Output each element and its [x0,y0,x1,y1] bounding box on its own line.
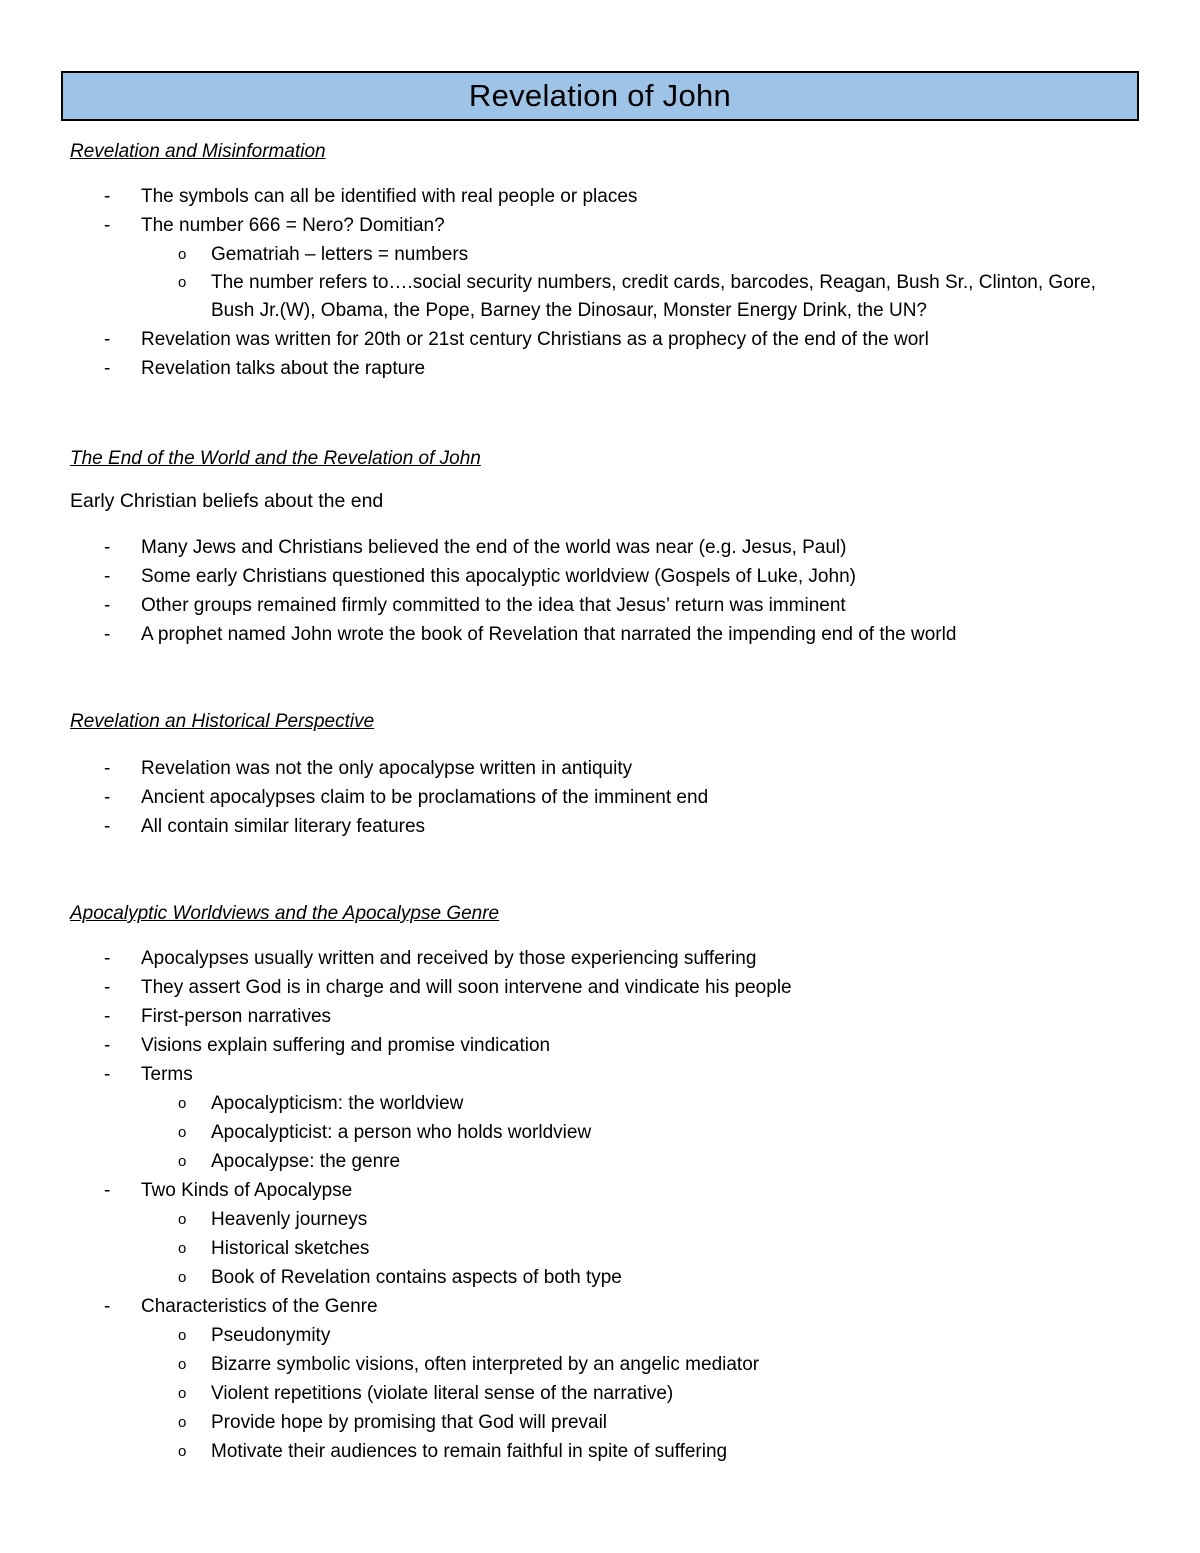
sub-list-item [0,240,1200,269]
dash-bullet-icon: - [104,948,111,969]
section-heading: Apocalyptic Worldviews and the Apocalypse Genre [70,903,500,924]
circle-bullet-icon: o [178,246,187,263]
circle-bullet-icon: o [178,1240,187,1257]
sub-list-item [0,1234,1200,1263]
page-title: Revelation of John [468,78,732,113]
dash-bullet-icon: - [104,537,111,558]
list-item-text: Motivate their audiences to remain faithful in spite of suffering [211,1441,728,1462]
list-item-text: Revelation talks about the rapture [141,358,426,379]
list-item [0,325,1200,354]
sub-list-item [0,1350,1200,1379]
section-list [0,754,1200,841]
list-item [0,620,1200,649]
circle-bullet-icon: o [178,1385,187,1402]
list-item-text: Bizarre symbolic visions, often interpreted by an angelic mediator [211,1354,760,1375]
list-item-text: Other groups remained firmly committed to the idea that Jesus’ return was imminent [141,595,846,616]
list-item-text: Gematriah – letters = numbers [211,244,469,265]
list-item [0,1002,1200,1031]
sub-list-item [0,1437,1200,1466]
list-item-text: They assert God is in charge and will soon intervene and vindicate his people [141,977,792,998]
list-item [0,182,1200,211]
dash-bullet-icon: - [104,977,111,998]
dash-bullet-icon: - [104,358,111,379]
list-item [0,591,1200,620]
list-item-text: Some early Christians questioned this apocalyptic worldview (Gospels of Luke, John) [141,566,856,587]
list-item-text: Apocalypse: the genre [211,1151,401,1172]
list-item-text: Provide hope by promising that God will prevail [211,1412,608,1433]
dash-bullet-icon: - [104,566,111,587]
list-item-text: Characteristics of the Genre [141,1296,378,1317]
list-item-text: Ancient apocalypses claim to be proclamations of the imminent end [141,787,709,808]
dash-bullet-icon: - [104,1035,111,1056]
section-intro: Early Christian beliefs about the end [70,490,384,512]
list-item-text: A prophet named John wrote the book of Revelation that narrated the impending end of the world [141,624,957,645]
list-item-text: Revelation was written for 20th or 21st century Christians as a prophecy of the end of the worl [141,329,929,350]
section-heading: Revelation and Misinformation [70,141,326,162]
circle-bullet-icon: o [178,1356,187,1373]
list-item [0,1176,1200,1205]
dash-bullet-icon: - [104,1180,111,1201]
list-item-text: The number refers to….social security numbers, credit cards, barcodes, Reagan, Bush Sr., Clinton, Gore, Bush Jr.(W), Obama, the Pope, Barney the Dinosaur, Monster Energy Drink, the UN? [211,272,1096,321]
dash-bullet-icon: - [104,595,111,616]
dash-bullet-icon: - [104,624,111,645]
circle-bullet-icon: o [178,1327,187,1344]
list-item [0,783,1200,812]
section-list [0,533,1200,649]
circle-bullet-icon: o [178,1211,187,1228]
section-heading: The End of the World and the Revelation of John [70,448,481,469]
list-item [0,1031,1200,1060]
list-item-text: The symbols can all be identified with real people or places [141,186,638,207]
section-list [0,182,1200,383]
list-item-text: Book of Revelation contains aspects of both type [211,1267,622,1288]
list-item [0,812,1200,841]
dash-bullet-icon: - [104,816,111,837]
list-item-text: Apocalypticist: a person who holds worldview [211,1122,592,1143]
list-item [0,533,1200,562]
sub-list-item [0,1147,1200,1176]
dash-bullet-icon: - [104,1296,111,1317]
sub-list-item [0,1118,1200,1147]
circle-bullet-icon: o [178,1414,187,1431]
circle-bullet-icon: o [178,274,187,291]
list-item-text: Heavenly journeys [211,1209,368,1230]
list-item-text: Violent repetitions (violate literal sense of the narrative) [211,1383,674,1404]
list-item-text: Many Jews and Christians believed the end of the world was near (e.g. Jesus, Paul) [141,537,847,558]
sub-list-item [0,269,1200,325]
list-item [0,754,1200,783]
list-item-text: Apocalypticism: the worldview [211,1093,464,1114]
list-item-text: The number 666 = Nero? Domitian? [141,215,445,236]
dash-bullet-icon: - [104,1064,111,1085]
circle-bullet-icon: o [178,1443,187,1460]
dash-bullet-icon: - [104,186,111,207]
sub-list-item [0,1321,1200,1350]
list-item [0,973,1200,1002]
sub-list-item [0,1263,1200,1292]
list-item [0,211,1200,240]
dash-bullet-icon: - [104,329,111,350]
list-item-text: Historical sketches [211,1238,370,1259]
list-item-text: Apocalypses usually written and received by those experiencing suffering [141,948,757,969]
list-item-text: All contain similar literary features [141,816,426,837]
list-item-text: First-person narratives [141,1006,332,1027]
list-item-text: Revelation was not the only apocalypse written in antiquity [141,758,633,779]
dash-bullet-icon: - [104,787,111,808]
list-item [0,1060,1200,1089]
list-item [0,562,1200,591]
dash-bullet-icon: - [104,758,111,779]
list-item [0,354,1200,383]
title-box [61,71,1139,121]
sub-list-item [0,1379,1200,1408]
circle-bullet-icon: o [178,1269,187,1286]
list-item-text: Two Kinds of Apocalypse [141,1180,353,1201]
list-item-text: Visions explain suffering and promise vindication [141,1035,551,1056]
section-list [0,944,1200,1466]
dash-bullet-icon: - [104,215,111,236]
circle-bullet-icon: o [178,1153,187,1170]
list-item [0,944,1200,973]
sub-list-item [0,1408,1200,1437]
dash-bullet-icon: - [104,1006,111,1027]
circle-bullet-icon: o [178,1095,187,1112]
list-item [0,1292,1200,1321]
circle-bullet-icon: o [178,1124,187,1141]
list-item-text: Pseudonymity [211,1325,331,1346]
sub-list-item [0,1205,1200,1234]
section-heading: Revelation an Historical Perspective [70,711,375,732]
sub-list-item [0,1089,1200,1118]
list-item-text: Terms [141,1064,193,1085]
